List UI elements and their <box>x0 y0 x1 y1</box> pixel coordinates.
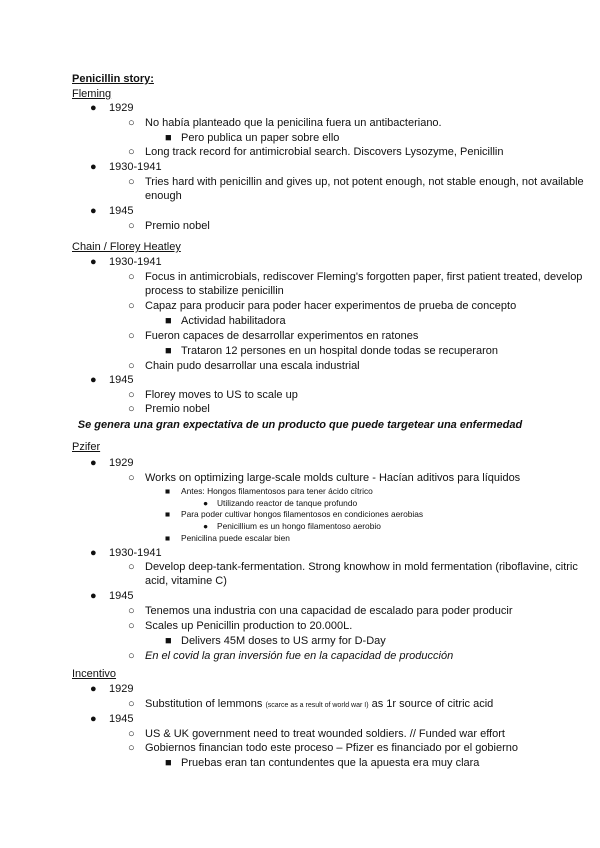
list-item: ○ Fueron capaces de desarrollar experimentos en ratones <box>128 330 419 342</box>
bullet-icon: ● <box>203 498 209 508</box>
circle-bullet-icon: ○ <box>128 176 135 188</box>
square-bullet-icon: ■ <box>165 757 172 769</box>
list-item: ○ Chain pudo desarrollar una escala industrial <box>128 360 360 372</box>
list-item: ● 1929 <box>90 683 134 695</box>
circle-bullet-icon: ○ <box>128 360 135 372</box>
square-bullet-icon: ■ <box>165 509 171 519</box>
circle-bullet-icon: ○ <box>128 620 135 632</box>
list-item: ○ Premio nobel <box>128 403 210 415</box>
list-item: ● 1945 <box>90 374 134 386</box>
circle-bullet-icon: ○ <box>128 605 135 617</box>
list-item: ■ Antes: Hongos filamentosos para tener ácido cítrico <box>165 486 373 496</box>
bullet-icon: ● <box>90 161 97 173</box>
circle-bullet-icon: ○ <box>128 220 135 232</box>
circle-bullet-icon: ○ <box>128 117 135 129</box>
list-item: ○ Gobiernos financian todo este proceso – Pfizer es financiado por el gobierno <box>128 742 519 754</box>
list-item: ● 1929 <box>90 457 134 469</box>
list-item: ■ Pruebas eran tan contundentes que la apuesta era muy clara <box>165 757 480 769</box>
circle-bullet-icon: ○ <box>128 561 135 573</box>
list-item: ● 1929 <box>90 102 134 114</box>
list-item: ● Penicillium es un hongo filamentoso aerobio <box>203 521 381 531</box>
list-item: ● 1945 <box>90 713 134 725</box>
bullet-icon: ● <box>90 374 97 386</box>
section-heading-fleming: Fleming <box>72 88 112 100</box>
list-item: ○ Premio nobel <box>128 220 210 232</box>
list-item: ■ Trataron 12 persones en un hospital donde todas se recuperaron <box>165 345 498 357</box>
list-item: ○ Tries hard with penicillin and gives up, not potent enough, not stable enough, not available enough <box>128 176 584 202</box>
circle-bullet-icon: ○ <box>128 403 135 415</box>
list-item: ○ Develop deep-tank-fermentation. Strong knowhow in mold fermentation (riboflavine, citric acid, vitamine C) <box>128 561 578 587</box>
section-heading-incentivo: Incentivo <box>72 668 117 680</box>
list-item: ● 1930-1941 <box>90 547 162 559</box>
bullet-icon: ● <box>90 683 97 695</box>
highlight-note: Se genera una gran expectativa de un producto que puede targetear una enfermedad <box>77 419 523 431</box>
square-bullet-icon: ■ <box>165 635 172 647</box>
list-item: ● 1945 <box>90 205 134 217</box>
bullet-icon: ● <box>90 256 97 268</box>
list-item: ■ Para poder cultivar hongos filamentosos en condiciones aerobias <box>165 509 424 519</box>
bullet-icon: ● <box>90 457 97 469</box>
circle-bullet-icon: ○ <box>128 742 135 754</box>
list-item: ○ Capaz para producir para poder hacer experimentos de prueba de concepto <box>128 300 517 312</box>
bullet-icon: ● <box>90 590 97 602</box>
list-item: ○ Works on optimizing large-scale molds culture - Hacían aditivos para líquidos <box>128 472 521 484</box>
list-item: ■ Penicilina puede escalar bien <box>165 533 290 543</box>
list-item: ○ Florey moves to US to scale up <box>128 389 298 401</box>
circle-bullet-icon: ○ <box>128 698 135 710</box>
circle-bullet-icon: ○ <box>128 728 135 740</box>
section-heading-chain: Chain / Florey Heatley <box>72 241 181 253</box>
bullet-icon: ● <box>203 521 209 531</box>
list-item: ■ Pero publica un paper sobre ello <box>165 132 340 144</box>
circle-bullet-icon: ○ <box>128 389 135 401</box>
square-bullet-icon: ■ <box>165 132 172 144</box>
circle-bullet-icon: ○ <box>128 146 135 158</box>
bullet-icon: ● <box>90 547 97 559</box>
list-item: ● Utilizando reactor de tanque profundo <box>203 498 358 508</box>
list-item: ○ En el covid la gran inversión fue en la capacidad de producción <box>128 650 454 662</box>
list-item: ● 1945 <box>90 590 134 602</box>
list-item: ○ Focus in antimicrobials, rediscover Fleming's forgotten paper, first patient treated, develop process to stabilize penicillin <box>128 271 583 297</box>
circle-bullet-icon: ○ <box>128 300 135 312</box>
list-item: ○ Long track record for antimicrobial search. Discovers Lysozyme, Penicillin <box>128 146 504 158</box>
square-bullet-icon: ■ <box>165 486 171 496</box>
square-bullet-icon: ■ <box>165 533 171 543</box>
list-item: ● 1930-1941 <box>90 256 162 268</box>
list-item: ○ Substitution of lemmons (scarce as a result of world war I) as 1r source of citric acid <box>128 698 494 710</box>
list-item: ○ Scales up Penicillin production to 20.000L. <box>128 620 353 632</box>
list-item: ● 1930-1941 <box>90 161 162 173</box>
list-item: ○ No había planteado que la penicilina fuera un antibacteriano. <box>128 117 442 129</box>
circle-bullet-icon: ○ <box>128 271 135 283</box>
page-title: Penicillin story: <box>72 73 154 85</box>
list-item: ■ Actividad habilitadora <box>165 315 286 327</box>
circle-bullet-icon: ○ <box>128 650 135 662</box>
square-bullet-icon: ■ <box>165 315 172 327</box>
section-heading-pfizer: Pzifer <box>72 441 101 453</box>
bullet-icon: ● <box>90 102 97 114</box>
circle-bullet-icon: ○ <box>128 330 135 342</box>
list-item: ○ US & UK government need to treat wounded soldiers. // Funded war effort <box>128 728 505 740</box>
circle-bullet-icon: ○ <box>128 472 135 484</box>
list-item: ○ Tenemos una industria con una capacidad de escalado para poder producir <box>128 605 513 617</box>
square-bullet-icon: ■ <box>165 345 172 357</box>
bullet-icon: ● <box>90 205 97 217</box>
list-item: ■ Delivers 45M doses to US army for D-Day <box>165 635 386 647</box>
bullet-icon: ● <box>90 713 97 725</box>
